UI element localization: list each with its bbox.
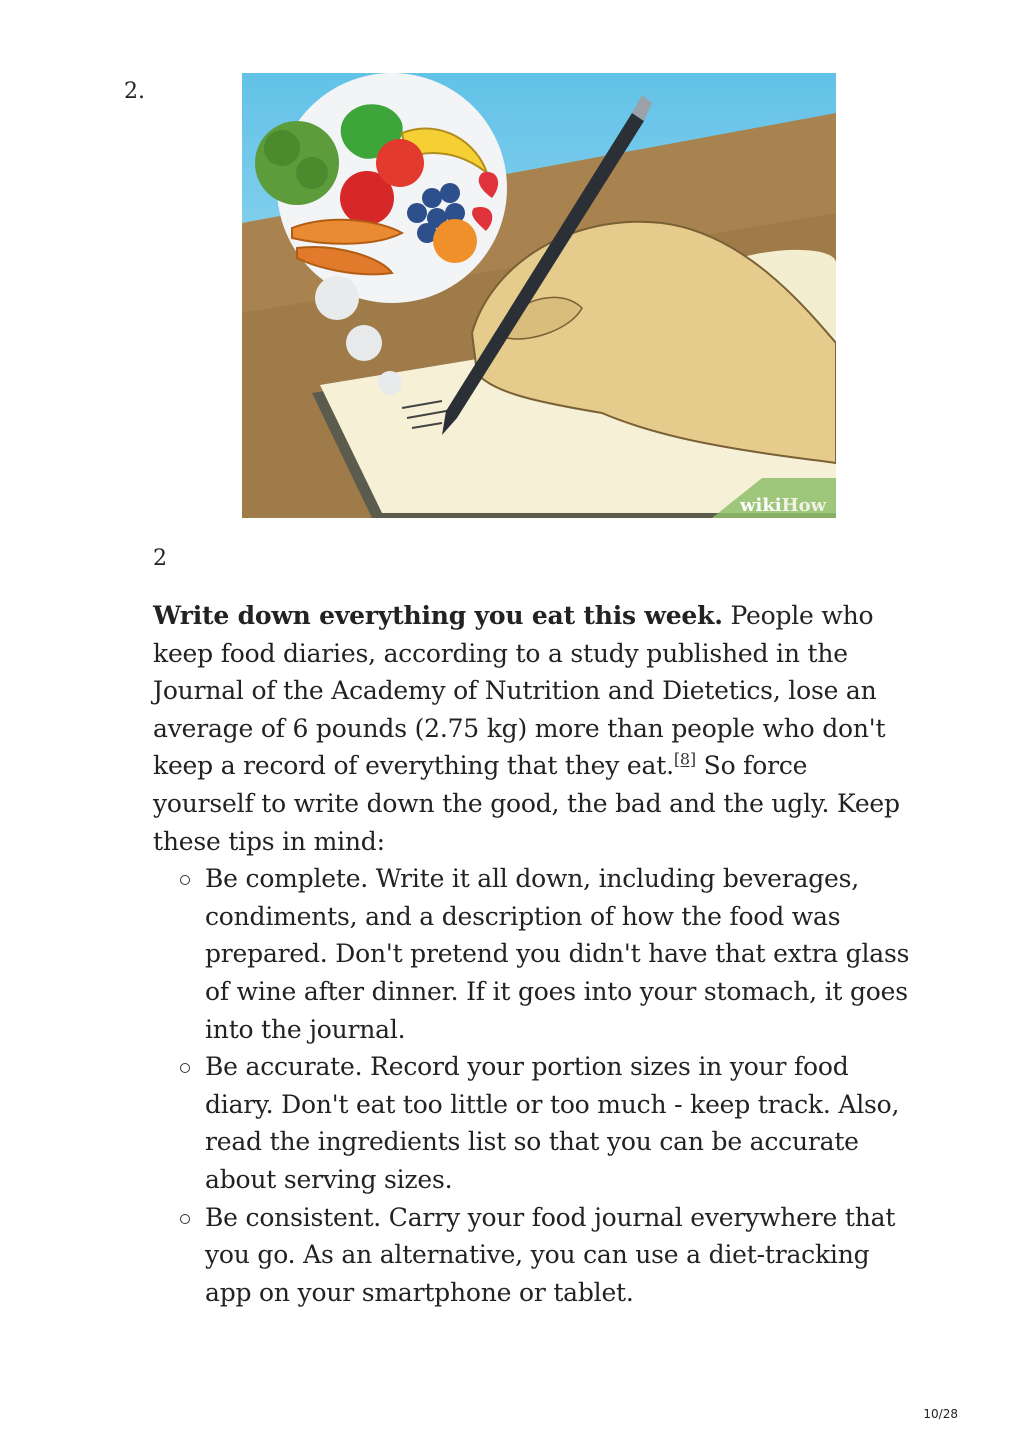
svg-text:wikiHow: [739, 495, 827, 516]
tip-item: Be accurate. Record your portion sizes in your food diary. Don't eat too little or too much - keep track. Also, read the ingredients list so that you can be accurate about serving sizes.: [205, 1048, 913, 1198]
tip-item: Be consistent. Carry your food journal everywhere that you go. As an alternative, you can use a diet-tracking app on your smartphone or tablet.: [205, 1199, 913, 1312]
step-number: 2: [153, 546, 167, 571]
tip-item: Be complete. Write it all down, including beverages, condiments, and a description of how the food was prepared. Don't pretend you didn't have that extra glass of wine after dinner. If it goes into your stomach, it goes into the journal.: [205, 860, 913, 1048]
step-body: [153, 597, 913, 1311]
step-intro: People who keep food diaries, according to a study published in the Journal of the Academy of Nutrition and Dietetics, lose an average of 6 pounds (2.75 kg) more than people who don't keep a record of everything that they eat.: [153, 601, 886, 781]
watermark-wiki: wiki: [740, 495, 782, 516]
tips-list: [153, 860, 913, 1311]
watermark-how: How: [781, 495, 827, 516]
food-diary-illustration: [242, 73, 836, 518]
step-paragraph: [153, 597, 913, 860]
page-counter: 10/28: [923, 1407, 958, 1421]
step-title: Write down everything you eat this week.: [153, 601, 723, 630]
step-outro: So force yourself to write down the good, the bad and the ugly. Keep these tips in mind:: [153, 751, 900, 856]
reference-link[interactable]: [8]: [673, 750, 696, 770]
list-number: 2.: [124, 79, 145, 104]
